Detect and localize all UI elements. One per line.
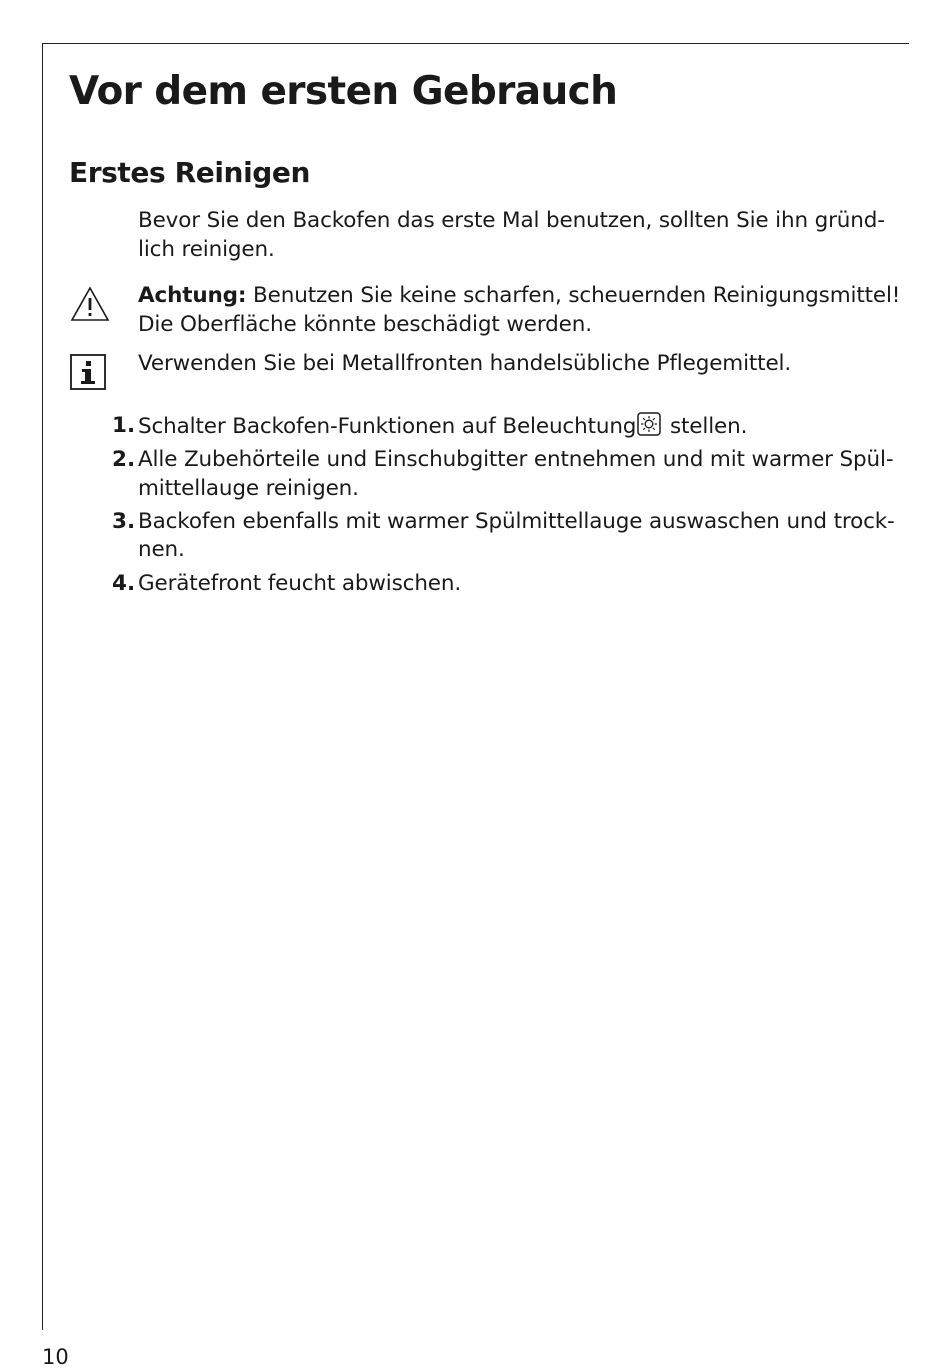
info-text: Verwenden Sie bei Metallfronten handelsübliche Pflegemittel. bbox=[138, 351, 792, 376]
intro-line-2: lich reinigen. bbox=[138, 237, 275, 262]
warning-line-1 bbox=[138, 282, 900, 310]
step-3-line-1: Backofen ebenfalls mit warmer Spülmittellauge auswaschen und trock- bbox=[138, 509, 895, 534]
section-title: Erstes Reinigen bbox=[69, 156, 311, 189]
step-number: 2. bbox=[112, 447, 136, 472]
step-4-line-1: Gerätefront feucht abwischen. bbox=[138, 571, 462, 596]
page-title: Vor dem ersten Gebrauch bbox=[69, 69, 618, 114]
warning-line-2: Die Oberfläche könnte beschädigt werden. bbox=[138, 312, 592, 337]
step-1-text bbox=[138, 412, 747, 441]
step-2-line-1: Alle Zubehörteile und Einschubgitter entnehmen und mit warmer Spül- bbox=[138, 447, 894, 472]
step-number: 4. bbox=[112, 571, 136, 596]
oven-light-icon bbox=[637, 412, 661, 436]
step-3-line-2: nen. bbox=[138, 537, 185, 562]
info-icon bbox=[70, 354, 106, 390]
warning-label: Achtung: bbox=[138, 283, 247, 308]
step-1-text-before: Schalter Backofen-Funktionen auf Beleuchtung bbox=[138, 414, 637, 439]
warning-text: Benutzen Sie keine scharfen, scheuernden Reinigungsmittel! bbox=[246, 283, 901, 308]
step-number: 1. bbox=[112, 413, 136, 438]
page-top-rule bbox=[42, 43, 909, 44]
page-left-rule bbox=[42, 43, 43, 1330]
page-number: 10 bbox=[42, 1345, 69, 1369]
intro-line-1: Bevor Sie den Backofen das erste Mal benutzen, sollten Sie ihn gründ- bbox=[138, 208, 885, 233]
step-1-text-after: stellen. bbox=[663, 414, 748, 439]
step-number: 3. bbox=[112, 509, 136, 534]
warning-triangle-icon bbox=[69, 285, 111, 323]
step-2-line-2: mittellauge reinigen. bbox=[138, 476, 359, 501]
